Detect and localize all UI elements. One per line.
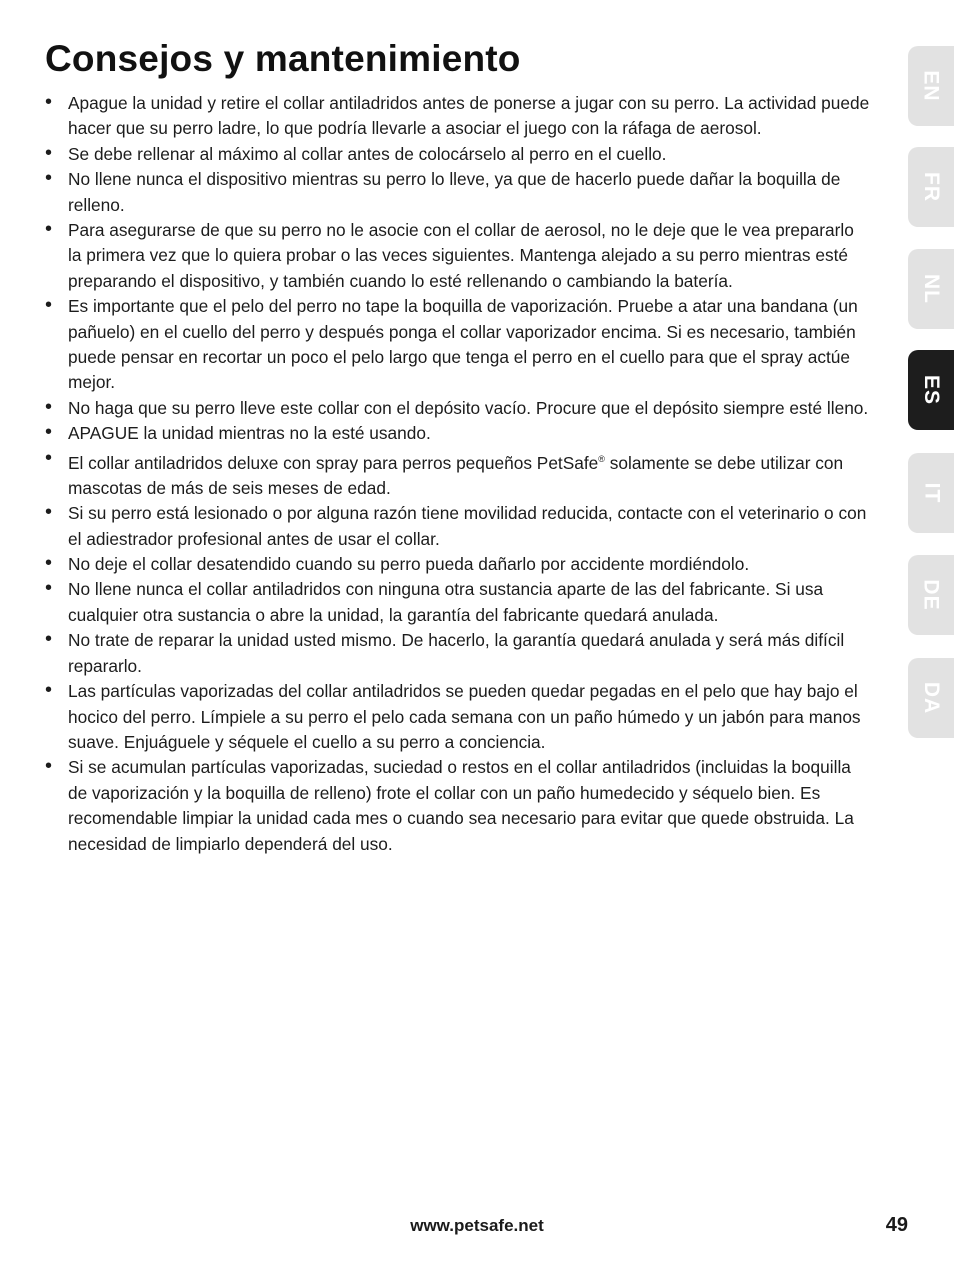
tab-da[interactable]	[908, 658, 954, 738]
tips-list	[45, 91, 871, 857]
list-item: • Si se acumulan partículas vaporizadas, suciedad o restos en el collar antiladridos (incluidas la boquilla de vaporización y la boquilla de relleno) frote el collar con un paño humedecido y séquelo bien. Es recomendable limpiar la unidad cada mes o cuando sea necesario para evitar que quede obstruida. La necesidad de limpiarlo dependerá del uso.	[45, 755, 871, 857]
tab-label: IT	[919, 482, 943, 504]
tab-label: FR	[920, 172, 943, 202]
list-item: • No llene nunca el collar antiladridos con ninguna otra sustancia aparte de las del fabricante. Si usa cualquier otra sustancia o abre la unidad, la garantía del fabricante quedará anulada.	[45, 577, 871, 628]
tab-it[interactable]	[908, 453, 954, 533]
footer-url[interactable]: www.petsafe.net	[410, 1216, 544, 1235]
tab-label: DA	[920, 681, 943, 715]
tab-label: DE	[920, 579, 943, 611]
page-title: Consejos y mantenimiento	[45, 38, 521, 79]
tab-en[interactable]	[908, 46, 954, 126]
list-item: • No haga que su perro lleve este collar con el depósito vacío. Procure que el depósito siempre esté lleno.	[45, 396, 871, 421]
list-item: • Apague la unidad y retire el collar antiladridos antes de ponerse a jugar con su perro. La actividad puede hacer que su perro ladre, lo que podría llevarle a asociar el juego con la ráfaga de aerosol.	[45, 91, 871, 142]
tab-label: NL	[920, 274, 943, 304]
list-item: • No llene nunca el dispositivo mientras su perro lo lleve, ya que de hacerlo puede dañar la boquilla de relleno.	[45, 167, 871, 218]
tab-es[interactable]	[908, 350, 954, 430]
registered-mark: ®	[598, 453, 605, 464]
list-item: • Se debe rellenar al máximo al collar antes de colocárselo al perro en el cuello.	[45, 142, 871, 167]
list-item: • No deje el collar desatendido cuando su perro pueda dañarlo por accidente mordiéndolo.	[45, 552, 871, 577]
page-number: 49	[885, 1214, 908, 1236]
list-item: • Si su perro está lesionado o por alguna razón tiene movilidad reducida, contacte con el veterinario o con el adiestrador profesional antes de usar el collar.	[45, 501, 871, 552]
tab-label: ES	[919, 374, 943, 406]
list-item: • APAGUE la unidad mientras no la esté usando.	[45, 421, 871, 446]
tab-de[interactable]	[908, 555, 954, 635]
list-item-text: El collar antiladridos deluxe con spray para perros pequeños PetSafe	[68, 452, 599, 473]
list-item: • Para asegurarse de que su perro no le asocie con el collar de aerosol, no le deje que le vea prepararlo la primera vez que lo quiera probar o las veces siguientes. Mantenga alejado a su perro mientras esté preparando el dispositivo, y también cuando lo esté rellenando o cambiando la batería.	[45, 218, 871, 294]
list-item-text: solamente se debe utilizar con mascotas de más de seis meses de edad.	[68, 452, 844, 498]
tab-fr[interactable]	[908, 147, 954, 227]
tab-label: EN	[920, 70, 943, 102]
list-item: • No trate de reparar la unidad usted mismo. De hacerlo, la garantía quedará anulada y será más difícil repararlo.	[45, 628, 871, 679]
list-item: • Las partículas vaporizadas del collar antiladridos se pueden quedar pegadas en el pelo que hay bajo el hocico del perro. Límpiele a su perro el pelo cada semana con un paño húmedo y un jabón para manos suave. Enjuáguele y séquele el cuello a su perro a conciencia.	[45, 679, 871, 755]
list-item	[45, 447, 871, 502]
list-item: • Es importante que el pelo del perro no tape la boquilla de vaporización. Pruebe a atar una bandana (un pañuelo) en el cuello del perro y después ponga el collar vaporizador encima. Si es necesario, también puede pensar en recortar un poco el pelo largo que tenga el perro en el cuello para que el spray actúe mejor.	[45, 294, 871, 396]
tab-nl[interactable]	[908, 249, 954, 329]
